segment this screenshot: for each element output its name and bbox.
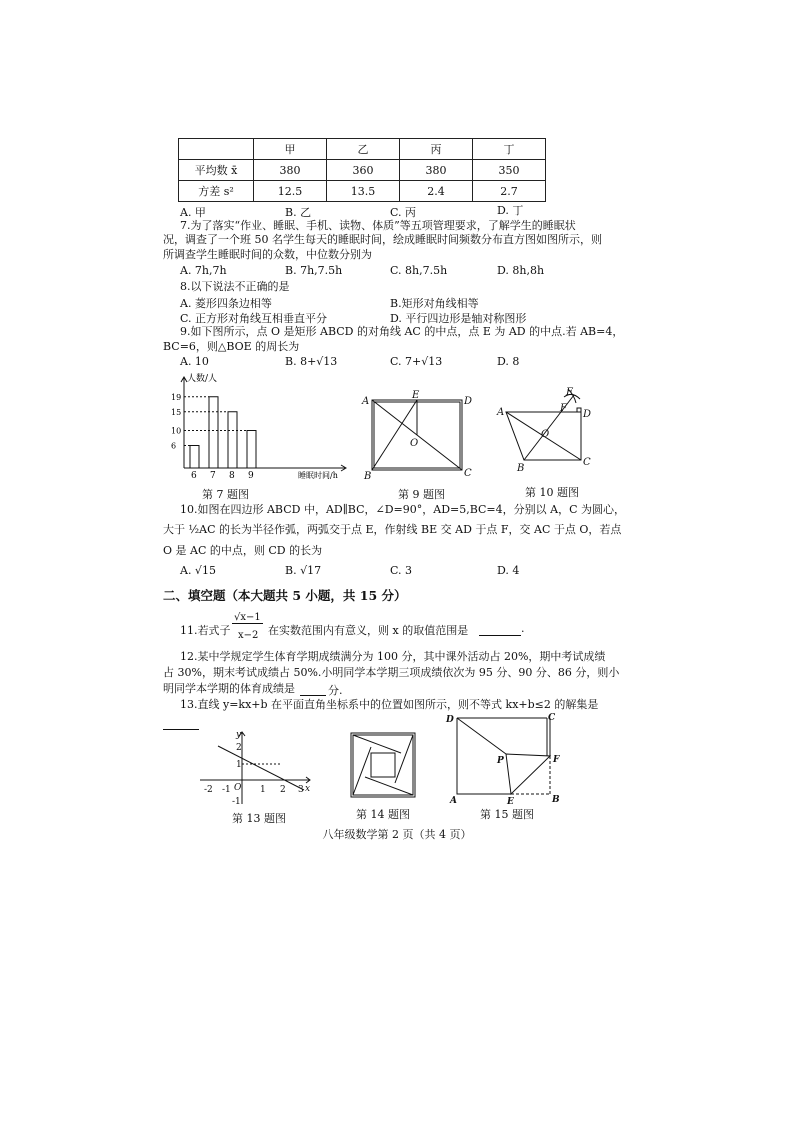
q10-option-c: C. 3 [390, 564, 413, 577]
label-e: E [507, 797, 514, 806]
label-d: D [446, 715, 454, 725]
sleep-histogram [170, 370, 350, 482]
x-tick-label: 8 [229, 471, 235, 481]
label-b: B [552, 795, 560, 805]
q7-line-3: 所调查学生睡眠时间的众数，中位数分别为 [163, 248, 372, 261]
q12-line-1: 12.某中学规定学生体育学期成绩满分为 100 分，其中课外活动占 20%，期中考试成绩 [180, 650, 606, 663]
histogram-bar [228, 412, 237, 468]
q9-option-d: D. 8 [497, 355, 520, 368]
table-header-cell: 甲 [254, 139, 327, 160]
q10-line-3: O 是 AC 的中点，则 CD 的长为 [163, 544, 323, 557]
q12-line-3: 明同学本学期的体育成绩是 [163, 682, 295, 695]
line-y-kx-b [218, 746, 304, 790]
x-tick-label: 1 [260, 785, 266, 795]
fig14-caption: 第 14 题图 [356, 808, 410, 821]
inner-square [371, 753, 395, 777]
table-header-cell: 丙 [400, 139, 473, 160]
y-tick-label: 6 [171, 441, 177, 451]
q8-option-a: A. 菱形四条边相等 [180, 297, 272, 310]
label-c: C [464, 468, 472, 479]
fig13-caption: 第 13 题图 [232, 812, 286, 825]
q11-denominator: x−2 [238, 630, 259, 641]
table-cell: 350 [473, 160, 546, 181]
q12-line-2: 占 30%，期末考试成绩占 50%.小明同学本学期三项成绩依次为 95 分、90 分、86 分，则小 [163, 666, 620, 679]
fig15-folded-rectangle [444, 710, 564, 806]
pinwheel-line-2 [395, 735, 413, 783]
label-a: A [450, 796, 457, 806]
histogram-bar [190, 446, 199, 469]
row-label: 平均数 x̄ [179, 160, 254, 181]
fig9-rectangle-diagram [360, 390, 476, 480]
y-tick-label: 2 [236, 743, 242, 753]
table-header-row [179, 139, 546, 160]
q8-stem: 8.以下说法不正确的是 [180, 280, 290, 293]
x-axis-label: 睡眠时间/h [298, 471, 338, 480]
label-a: A [362, 396, 370, 407]
label-d: D [464, 396, 473, 407]
label-b: B [517, 463, 525, 474]
fig13-coordinate-plane [198, 728, 314, 808]
y-label: y [236, 730, 242, 740]
q9-option-c: C. 7+√13 [390, 355, 443, 368]
label-d: D [583, 409, 592, 420]
q13-text: 13.直线 y=kx+b 在平面直角坐标系中的位置如图所示，则不等式 kx+b≤2 的解集是 [180, 698, 599, 711]
x-tick-label: 3 [298, 785, 304, 795]
q11-answer-blank: . [479, 622, 525, 636]
outer-square [351, 733, 415, 797]
fig9-caption: 第 9 题图 [398, 488, 445, 501]
q6-option-b: B. 乙 [285, 206, 312, 219]
histogram-bar [247, 431, 256, 469]
pinwheel-line-3 [365, 777, 413, 795]
q10-option-a: A. √15 [180, 564, 216, 577]
q6-option-d: D. 丁 [497, 204, 524, 217]
y-axis-label: 人数/人 [187, 374, 218, 384]
label-b: B [364, 471, 372, 480]
q11-prefix: 11.若式子 [180, 624, 231, 637]
q9-line-2: BC=6，则△BOE 的周长为 [163, 340, 300, 353]
fig15-caption: 第 15 题图 [480, 808, 534, 821]
origin-label: O [234, 783, 242, 793]
label-a: A [497, 407, 505, 418]
y-tick-label: 10 [171, 426, 182, 436]
table-cell: 360 [327, 160, 400, 181]
q8-option-b: B.矩形对角线相等 [390, 297, 479, 310]
x-tick-label: 6 [191, 471, 197, 481]
q6-option-c: C. 丙 [390, 206, 417, 219]
x-tick-label: 2 [280, 785, 286, 795]
section-2-heading: 二、填空题（本大题共 5 小题，共 15 分） [163, 588, 407, 603]
table-header-cell: 乙 [327, 139, 400, 160]
x-tick-label: -1 [222, 785, 231, 795]
y-tick-label: -1 [232, 797, 241, 807]
label-p: P [497, 756, 504, 766]
y-tick-label: 1 [236, 760, 242, 770]
histogram-bar [209, 397, 218, 468]
fig10-quadrilateral-diagram [494, 385, 604, 477]
table-cell: 380 [254, 160, 327, 181]
table-row [179, 160, 546, 181]
q10-option-b: B. √17 [285, 564, 322, 577]
label-c: C [548, 713, 556, 723]
q11-numerator: √x−1 [234, 612, 261, 623]
q9-option-a: A. 10 [180, 355, 209, 368]
q12-unit: 分. [328, 684, 343, 697]
table-cell: 380 [400, 160, 473, 181]
table-cell: 13.5 [327, 181, 400, 202]
label-c: C [583, 457, 591, 468]
page-footer: 八年级数学第 2 页（共 4 页） [322, 828, 472, 841]
q6-option-a: A. 甲 [180, 206, 206, 219]
fig7-caption: 第 7 题图 [202, 488, 249, 501]
table-row [179, 181, 546, 202]
q10-line-2: 大于 ½AC 的长为半径作弧，两弧交于点 E，作射线 BE 交 AD 于点 F，交 AC 于点 O，若点 [163, 523, 622, 536]
pinwheel-line-4 [353, 747, 371, 795]
q13-answer-blank [163, 716, 199, 730]
q7-option-d: D. 8h,8h [497, 264, 545, 277]
x-label: x [305, 784, 311, 794]
label-f: F [553, 755, 560, 765]
y-tick-label: 19 [171, 392, 182, 402]
table-header-cell [179, 139, 254, 160]
label-o: O [410, 438, 419, 449]
table-cell: 2.4 [400, 181, 473, 202]
x-tick-label: 9 [248, 471, 254, 481]
q8-option-c: C. 正方形对角线互相垂直平分 [180, 312, 328, 325]
segment-be [372, 400, 417, 470]
q10-option-d: D. 4 [497, 564, 520, 577]
q12-answer-blank [300, 682, 326, 696]
stats-table [178, 138, 546, 202]
label-e: E [566, 387, 574, 398]
q10-line-1: 10.如图在四边形 ABCD 中，AD∥BC，∠D=90°，AD=5,BC=4，分别以 A，C 为圆心， [180, 503, 625, 516]
x-tick-label: 7 [210, 471, 216, 481]
q9-line-1: 9.如下图所示，点 O 是矩形 ABCD 的对角线 AC 的中点，点 E 为 AD 的中点.若 AB=4， [180, 325, 624, 338]
label-o: O [541, 429, 550, 440]
q7-option-c: C. 8h,7.5h [390, 264, 448, 277]
folded-triangle [506, 754, 550, 794]
row-label: 方差 s² [179, 181, 254, 202]
q7-option-a: A. 7h,7h [180, 264, 227, 277]
fig10-caption: 第 10 题图 [525, 486, 579, 499]
fig14-pinwheel-square [348, 730, 418, 800]
right-angle-mark [577, 408, 581, 412]
table-header-cell: 丁 [473, 139, 546, 160]
x-tick-label: -2 [204, 785, 213, 795]
table-cell: 12.5 [254, 181, 327, 202]
segment-dp [457, 718, 506, 754]
q7-option-b: B. 7h,7.5h [285, 264, 343, 277]
q11-suffix: 在实数范围内有意义，则 x 的取值范围是 [268, 624, 469, 637]
outer-square-inner [353, 735, 413, 795]
label-e: E [412, 390, 420, 401]
q7-line-2: 况，调查了一个班 50 名学生每天的睡眠时间，绘成睡眠时间频数分布直方图如图所示，则 [163, 233, 602, 246]
pinwheel-line-1 [353, 735, 401, 753]
label-f: F [560, 403, 567, 414]
q9-option-b: B. 8+√13 [285, 355, 338, 368]
q7-line-1: 7.为了落实“作业、睡眠、手机、读物、体质”等五项管理要求，了解学生的睡眠状 [180, 219, 576, 232]
table-cell: 2.7 [473, 181, 546, 202]
q8-option-d: D. 平行四边形是轴对称图形 [390, 312, 527, 325]
y-tick-label: 15 [171, 407, 182, 417]
